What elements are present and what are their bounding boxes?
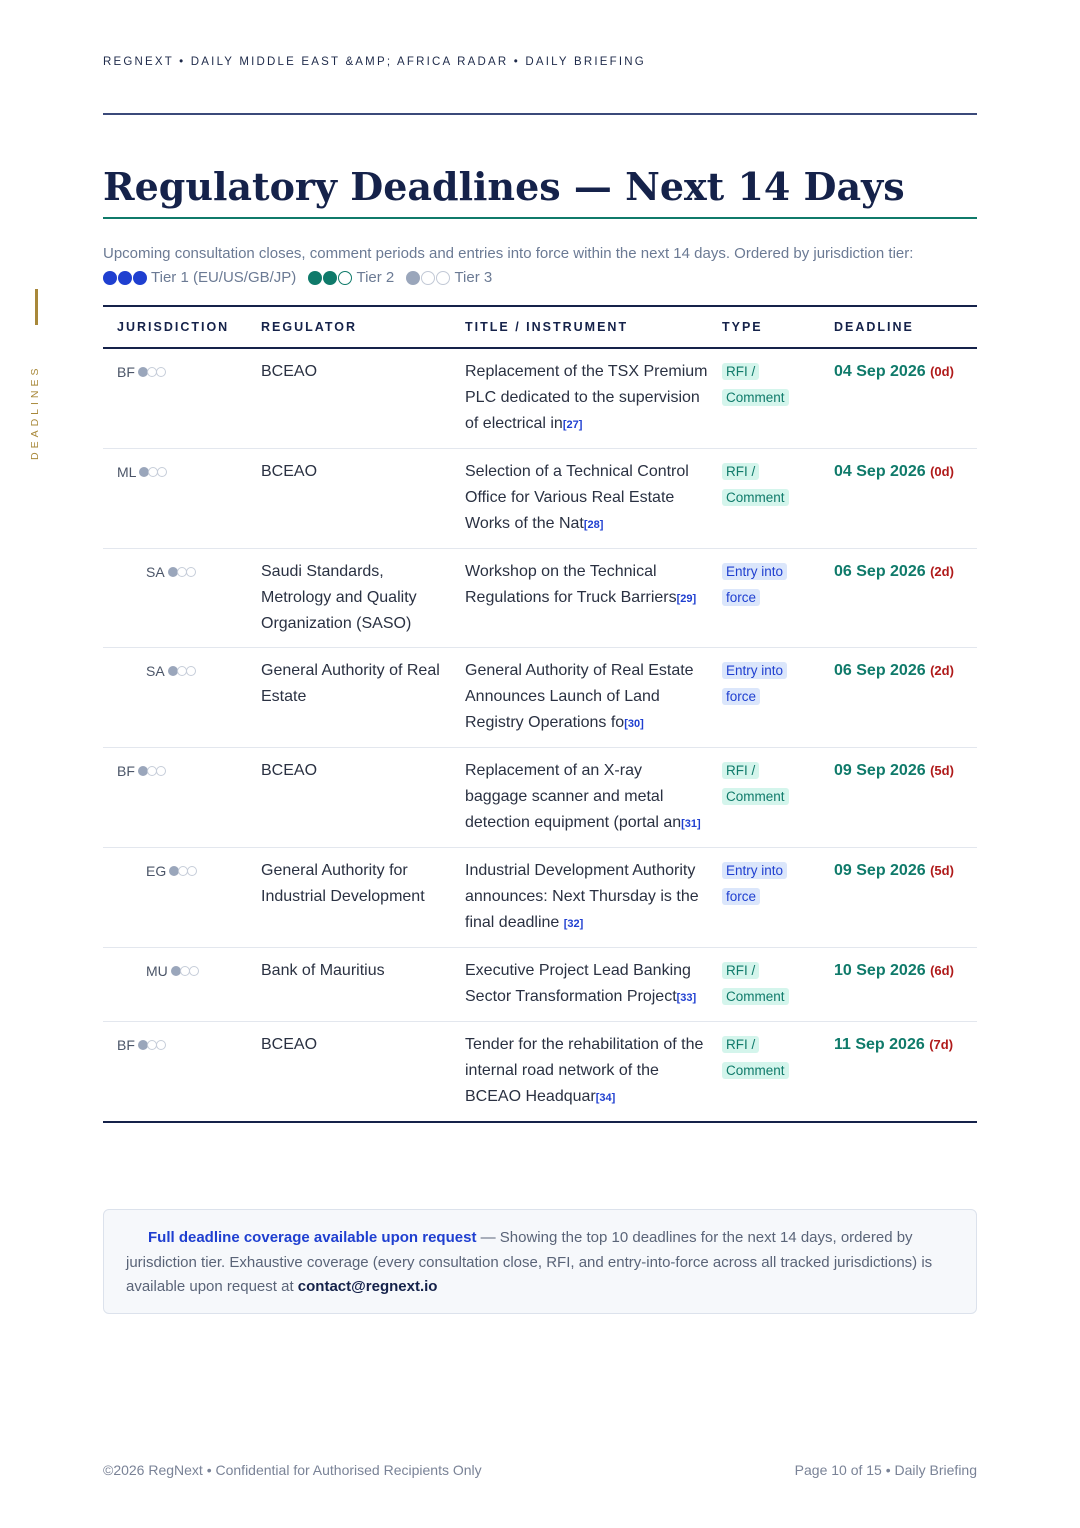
type-badge: RFI / Comment [722, 762, 789, 805]
jurisdiction-code [146, 559, 195, 585]
type-badge: Entry into force [722, 563, 787, 606]
jurisdiction-code [117, 758, 165, 784]
table-header-row [103, 306, 977, 348]
instrument-title: Executive Project Lead Banking Sector Transformation Project [465, 962, 691, 1005]
citation-link[interactable]: [27] [562, 419, 583, 431]
instrument-title: Industrial Development Authority announces: Next Thursday is the final deadline [465, 862, 699, 931]
legend-tier2-label: Tier 2 [356, 269, 395, 286]
type-cell [708, 648, 820, 748]
instrument-title: General Authority of Real Estate Announces Launch of Land Registry Operations fo [465, 662, 694, 731]
citation-link[interactable]: [34] [595, 1092, 616, 1104]
jurisdiction-code-text: BF [117, 364, 135, 380]
coverage-callout [103, 1209, 977, 1314]
tier3-dots-icon [168, 567, 195, 577]
deadline-date: 06 Sep 2026 [834, 662, 926, 679]
instrument-title: Replacement of the TSX Premium PLC dedicated to the supervision of electrical in [465, 363, 708, 432]
instrument-title: Selection of a Technical Control Office for Various Real Estate Works of the Nat [465, 463, 689, 532]
column-header: JURISDICTION [117, 320, 230, 334]
days-remaining: (0d) [930, 364, 954, 379]
deadline-date: 04 Sep 2026 [834, 463, 926, 480]
instrument-title: Workshop on the Technical Regulations for Truck Barriers [465, 563, 677, 606]
column-header: TYPE [722, 320, 763, 334]
jurisdiction-code-text: MU [146, 963, 168, 979]
regulator-cell: BCEAO [261, 363, 318, 380]
contact-email-link[interactable]: contact@regnext.io [297, 1278, 438, 1295]
title-cell [451, 948, 708, 1022]
citation-link[interactable]: [28] [583, 519, 604, 531]
jurisdiction-code-text: SA [146, 564, 165, 580]
days-remaining: (5d) [930, 863, 954, 878]
title-cell [451, 348, 708, 449]
footer-page-info: Page 10 of 15 • Daily Briefing [794, 1462, 977, 1478]
tier-dot-icon [323, 271, 337, 285]
regulator-cell: BCEAO [261, 762, 318, 779]
tier-dot-empty-icon [436, 271, 450, 285]
tier3-dots-icon [138, 1040, 165, 1050]
type-badge: RFI / Comment [722, 962, 789, 1005]
jurisdiction-cell [103, 348, 247, 449]
tier3-dots-icon [138, 766, 165, 776]
title-cell [451, 449, 708, 549]
instrument-title: Tender for the rehabilitation of the internal road network of the BCEAO Headquar [465, 1036, 704, 1105]
tier-dot-empty-icon [421, 271, 435, 285]
deadline-date: 10 Sep 2026 [834, 962, 926, 979]
jurisdiction-code-text: ML [117, 464, 137, 480]
type-cell [708, 748, 820, 848]
jurisdiction-cell [103, 748, 247, 848]
jurisdiction-cell [103, 449, 247, 549]
jurisdiction-cell [103, 648, 247, 748]
type-cell [708, 449, 820, 549]
title-cell [451, 748, 708, 848]
legend-tier1-label: Tier 1 (EU/US/GB/JP) [151, 269, 297, 286]
deadline-date: 11 Sep 2026 [834, 1036, 925, 1053]
intro-text: Upcoming consultation closes, comment periods and entries into force within the next 14 days. Ordered by jurisdiction tier: [103, 245, 914, 262]
title-cell [451, 549, 708, 648]
side-bar-mark [35, 289, 38, 325]
legend-tier3-label: Tier 3 [454, 269, 493, 286]
page-title: Regulatory Deadlines — Next 14 Days [103, 164, 905, 209]
table-row [103, 549, 977, 648]
column-header: REGULATOR [261, 320, 358, 334]
legend-tier1 [103, 266, 296, 290]
jurisdiction-cell [103, 1022, 247, 1123]
deadline-date: 09 Sep 2026 [834, 762, 926, 779]
deadline-cell [820, 348, 977, 449]
deadline-cell [820, 449, 977, 549]
days-remaining: (2d) [930, 663, 954, 678]
deadline-cell [820, 648, 977, 748]
jurisdiction-code [146, 658, 195, 684]
title-cell [451, 1022, 708, 1123]
deadline-date: 09 Sep 2026 [834, 862, 926, 879]
side-section-label: DEADLINES [29, 364, 41, 460]
tier-dot-icon [308, 271, 322, 285]
regulator-cell: Bank of Mauritius [261, 962, 385, 979]
jurisdiction-code-text: BF [117, 1037, 135, 1053]
tier3-dots-icon [169, 866, 196, 876]
jurisdiction-code [146, 858, 196, 884]
type-cell [708, 848, 820, 948]
jurisdiction-code [117, 1032, 165, 1058]
table-row [103, 449, 977, 549]
deadlines-table [103, 305, 977, 1123]
days-remaining: (0d) [930, 464, 954, 479]
deadline-cell [820, 549, 977, 648]
jurisdiction-code-text: SA [146, 663, 165, 679]
regulator-cell: General Authority for Industrial Development [261, 862, 425, 905]
callout-body: — Showing the top 10 deadlines for the next 14 days, ordered by jurisdiction tier. Exhaustive coverage (every consultation close, RFI, and entry-into-force across all tracked jurisdictions) is available upon request at [126, 1229, 933, 1295]
jurisdiction-code-text: BF [117, 763, 135, 779]
tier3-dots-icon [171, 966, 198, 976]
type-cell [708, 549, 820, 648]
deadline-date: 04 Sep 2026 [834, 363, 926, 380]
legend-tier2 [308, 266, 394, 290]
jurisdiction-cell [103, 549, 247, 648]
jurisdiction-code [117, 359, 165, 385]
table-row [103, 348, 977, 449]
tier3-dots-icon [139, 467, 166, 477]
tier-dot-icon [406, 271, 420, 285]
type-cell [708, 348, 820, 449]
days-remaining: (6d) [930, 963, 954, 978]
days-remaining: (5d) [930, 763, 954, 778]
regulator-cell: BCEAO [261, 463, 318, 480]
jurisdiction-cell [103, 948, 247, 1022]
jurisdiction-code [117, 459, 166, 485]
table-row [103, 848, 977, 948]
type-badge: RFI / Comment [722, 363, 789, 406]
running-header: REGNEXT • DAILY MIDDLE EAST &AMP; AFRICA RADAR • DAILY BRIEFING [103, 56, 646, 68]
tier-dot-empty-icon [338, 271, 352, 285]
type-badge: RFI / Comment [722, 1036, 789, 1079]
regulator-cell: BCEAO [261, 1036, 318, 1053]
instrument-title: Replacement of an X-ray baggage scanner and metal detection equipment (portal an [465, 762, 682, 831]
table-row [103, 948, 977, 1022]
citation-link[interactable]: [30] [624, 718, 644, 730]
header-rule [103, 113, 977, 115]
title-rule [103, 217, 977, 219]
title-cell [451, 848, 708, 948]
tier-dot-icon [118, 271, 132, 285]
type-badge: Entry into force [722, 662, 787, 705]
jurisdiction-code [146, 958, 198, 984]
citation-link[interactable]: [32] [563, 918, 584, 930]
callout-lead: Full deadline coverage available upon request [148, 1229, 477, 1246]
type-cell [708, 1022, 820, 1123]
tier3-dots-icon [168, 666, 195, 676]
deadline-cell [820, 748, 977, 848]
deadline-cell [820, 1022, 977, 1123]
type-cell [708, 948, 820, 1022]
days-remaining: (7d) [929, 1037, 954, 1052]
tier3-dots-icon [138, 367, 165, 377]
deadline-date: 06 Sep 2026 [834, 563, 926, 580]
title-cell [451, 648, 708, 748]
tier-dot-icon [133, 271, 147, 285]
citation-link[interactable]: [31] [681, 818, 701, 830]
citation-link[interactable]: [33] [676, 992, 697, 1004]
footer-copyright: ©2026 RegNext • Confidential for Authorised Recipients Only [103, 1462, 482, 1478]
intro-paragraph [103, 242, 983, 293]
type-badge: Entry into force [722, 862, 787, 905]
deadline-cell [820, 848, 977, 948]
column-header: TITLE / INSTRUMENT [465, 320, 629, 334]
table-row [103, 748, 977, 848]
regulator-cell: Saudi Standards, Metrology and Quality Organization (SASO) [261, 563, 417, 632]
legend-tier3 [406, 266, 492, 290]
column-header: DEADLINE [834, 320, 914, 334]
deadline-cell [820, 948, 977, 1022]
days-remaining: (2d) [930, 564, 954, 579]
jurisdiction-code-text: EG [146, 863, 167, 879]
jurisdiction-cell [103, 848, 247, 948]
type-badge: RFI / Comment [722, 463, 789, 506]
tier-dot-icon [103, 271, 117, 285]
citation-link[interactable]: [29] [676, 593, 697, 605]
table-row [103, 1022, 977, 1123]
table-row [103, 648, 977, 748]
regulator-cell: General Authority of Real Estate [261, 662, 440, 705]
